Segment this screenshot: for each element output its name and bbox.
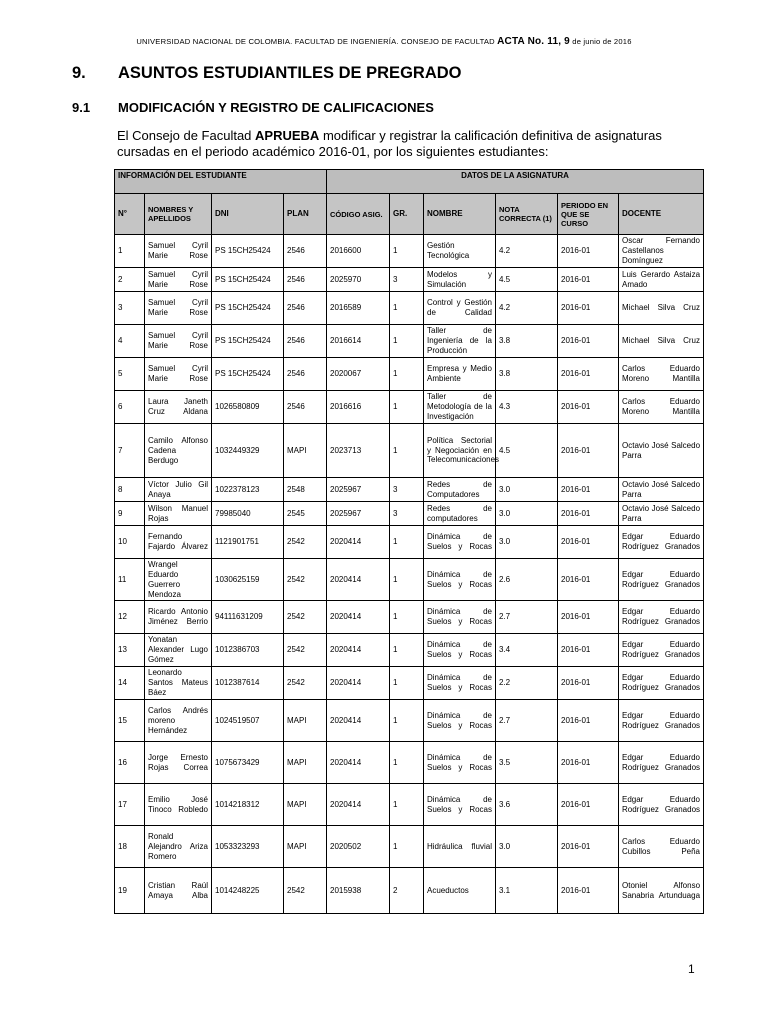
table-row xyxy=(115,742,704,784)
table-row xyxy=(115,868,704,914)
table-cell: 1 xyxy=(390,667,424,700)
intro-paragraph xyxy=(117,128,713,160)
table-cell: 2016-01 xyxy=(558,634,619,667)
table-cell: 1 xyxy=(390,292,424,325)
table-cell: 18 xyxy=(115,826,145,868)
table-cell: 2020414 xyxy=(327,601,390,634)
table-cell: Carlos Eduardo Moreno Mantilla xyxy=(619,358,704,391)
table-cell: 2016-01 xyxy=(558,784,619,826)
table-cell: 5 xyxy=(115,358,145,391)
table-cell: Edgar Eduardo Rodríguez Granados xyxy=(619,601,704,634)
table-cell: 2020414 xyxy=(327,559,390,601)
table-row xyxy=(115,667,704,700)
table-cell: 1026580809 xyxy=(212,391,284,424)
subsection-number: 9.1 xyxy=(72,100,91,115)
table-cell: 2546 xyxy=(284,268,327,292)
table-cell: 2016-01 xyxy=(558,526,619,559)
table-cell: 1 xyxy=(390,784,424,826)
table-cell: Fernando Fajardo Álvarez xyxy=(145,526,212,559)
table-cell: Samuel Cyril Marie Rose xyxy=(145,292,212,325)
table-cell: 1012386703 xyxy=(212,634,284,667)
table-cell: 1 xyxy=(390,559,424,601)
header-acta: ACTA No. 11, 9 xyxy=(497,36,570,47)
table-cell: 2020502 xyxy=(327,826,390,868)
table-cell: Víctor Julio Gil Anaya xyxy=(145,478,212,502)
table-cell: 2.7 xyxy=(496,700,558,742)
table-cell: 2 xyxy=(390,868,424,914)
table-cell: 3 xyxy=(390,502,424,526)
table-cell: 2020414 xyxy=(327,667,390,700)
table-cell: Ronald Alejandro Ariza Romero xyxy=(145,826,212,868)
paragraph-bold: APRUEBA xyxy=(255,128,320,143)
table-cell: 2546 xyxy=(284,292,327,325)
column-header: DNI xyxy=(212,194,284,235)
table-cell: Luis Gerardo Astaiza Amado xyxy=(619,268,704,292)
table-cell: Yonatan Alexander Lugo Gómez xyxy=(145,634,212,667)
table-cell: 4.2 xyxy=(496,292,558,325)
table-cell: 17 xyxy=(115,784,145,826)
table-cell: Dinámica de Suelos y Rocas xyxy=(424,700,496,742)
table-cell: Edgar Eduardo Rodríguez Granados xyxy=(619,634,704,667)
table-cell: Redes de Computadores xyxy=(424,478,496,502)
table-cell: 2.6 xyxy=(496,559,558,601)
table-cell: Gestión Tecnológica xyxy=(424,235,496,268)
table-cell: 2546 xyxy=(284,235,327,268)
table-cell: 3.4 xyxy=(496,634,558,667)
page-number: 1 xyxy=(688,962,695,976)
table-cell: 4.3 xyxy=(496,391,558,424)
table-cell: Wilson Manuel Rojas xyxy=(145,502,212,526)
table-cell: Samuel Cyril Marie Rose xyxy=(145,325,212,358)
table-cell: 2020414 xyxy=(327,700,390,742)
group-header-student: INFORMACIÓN DEL ESTUDIANTE xyxy=(115,170,327,194)
table-row xyxy=(115,784,704,826)
table-cell: Carlos Eduardo Cubillos Peña xyxy=(619,826,704,868)
table-cell: Edgar Eduardo Rodríguez Granados xyxy=(619,667,704,700)
table-cell: Taller de Metodología de la Investigación xyxy=(424,391,496,424)
table-cell: 1 xyxy=(390,826,424,868)
table-cell: Ricardo Antonio Jiménez Berrio xyxy=(145,601,212,634)
column-header: NOMBRES Y APELLIDOS xyxy=(145,194,212,235)
table-cell: Jorge Ernesto Rojas Correa xyxy=(145,742,212,784)
table-cell: Hidráulica fluvial xyxy=(424,826,496,868)
table-cell: 2016600 xyxy=(327,235,390,268)
table-row xyxy=(115,826,704,868)
table-cell: 2025967 xyxy=(327,478,390,502)
header-institution: UNIVERSIDAD NACIONAL DE COLOMBIA. FACULTAD DE INGENIERÍA. CONSEJO DE FACULTAD xyxy=(136,37,495,46)
page-header xyxy=(0,36,768,47)
table-cell: 2542 xyxy=(284,634,327,667)
section-number: 9. xyxy=(72,64,86,82)
table-cell: 8 xyxy=(115,478,145,502)
table-cell: 1 xyxy=(390,634,424,667)
column-header: NOMBRE xyxy=(424,194,496,235)
table-cell: 1 xyxy=(390,358,424,391)
table-row xyxy=(115,391,704,424)
table-cell: 1032449329 xyxy=(212,424,284,478)
column-header: NOTA CORRECTA (1) xyxy=(496,194,558,235)
table-cell: PS 15CH25424 xyxy=(212,358,284,391)
table-cell: 4 xyxy=(115,325,145,358)
table-cell: Dinámica de Suelos y Rocas xyxy=(424,559,496,601)
table-cell: 3 xyxy=(115,292,145,325)
table-row xyxy=(115,502,704,526)
table-cell: 2546 xyxy=(284,391,327,424)
table-cell: Edgar Eduardo Rodríguez Granados xyxy=(619,559,704,601)
table-cell: 2016-01 xyxy=(558,502,619,526)
paragraph-text-after: modificar y registrar la calificación definitiva de asignaturas cursadas en el periodo académico 2016-01, por los siguientes estudiantes: xyxy=(117,128,662,159)
table-cell: 2016616 xyxy=(327,391,390,424)
table-row xyxy=(115,424,704,478)
table-row xyxy=(115,235,704,268)
table-cell: Oscar Fernando Castellanos Domínguez xyxy=(619,235,704,268)
table-cell: 3.6 xyxy=(496,784,558,826)
table-cell: 3 xyxy=(390,268,424,292)
table-cell: Acueductos xyxy=(424,868,496,914)
table-cell: 2016-01 xyxy=(558,700,619,742)
table-cell: 19 xyxy=(115,868,145,914)
table-cell: 2020067 xyxy=(327,358,390,391)
table-cell: MAPI xyxy=(284,700,327,742)
table-cell: 2020414 xyxy=(327,742,390,784)
table-cell: 3.1 xyxy=(496,868,558,914)
table-cell: 1 xyxy=(390,742,424,784)
table-cell: 16 xyxy=(115,742,145,784)
table-cell: 2025967 xyxy=(327,502,390,526)
table-cell: 1 xyxy=(390,601,424,634)
table-cell: Laura Janeth Cruz Aldana xyxy=(145,391,212,424)
column-header: DOCENTE xyxy=(619,194,704,235)
header-date: de junio de 2016 xyxy=(572,37,632,46)
table-cell: 79985040 xyxy=(212,502,284,526)
table-cell: 1 xyxy=(115,235,145,268)
table-cell: 2016-01 xyxy=(558,742,619,784)
table-cell: 6 xyxy=(115,391,145,424)
table-row xyxy=(115,559,704,601)
table-cell: Dinámica de Suelos y Rocas xyxy=(424,526,496,559)
table-cell: 9 xyxy=(115,502,145,526)
table-cell: Samuel Cyril Marie Rose xyxy=(145,268,212,292)
table-cell: 1014248225 xyxy=(212,868,284,914)
column-header: N° xyxy=(115,194,145,235)
table-cell: 2023713 xyxy=(327,424,390,478)
table-cell: Carlos Eduardo Moreno Mantilla xyxy=(619,391,704,424)
table-cell: 1 xyxy=(390,391,424,424)
table-row xyxy=(115,268,704,292)
table-cell: 2546 xyxy=(284,358,327,391)
table-cell: 1012387614 xyxy=(212,667,284,700)
table-cell: MAPI xyxy=(284,424,327,478)
table-cell: Edgar Eduardo Rodríguez Granados xyxy=(619,700,704,742)
column-header: PERIODO EN QUE SE CURSO xyxy=(558,194,619,235)
table-cell: 10 xyxy=(115,526,145,559)
table-row xyxy=(115,526,704,559)
table-cell: 94111631209 xyxy=(212,601,284,634)
table-row xyxy=(115,325,704,358)
table-cell: 2016-01 xyxy=(558,868,619,914)
table-cell: 1 xyxy=(390,235,424,268)
table-cell: 2016-01 xyxy=(558,601,619,634)
table-cell: 1030625159 xyxy=(212,559,284,601)
table-cell: Dinámica de Suelos y Rocas xyxy=(424,634,496,667)
table-cell: 2016-01 xyxy=(558,292,619,325)
table-cell: 2016-01 xyxy=(558,478,619,502)
group-header-course: DATOS DE LA ASIGNATURA xyxy=(327,170,704,194)
table-cell: 3.0 xyxy=(496,478,558,502)
table-cell: 3.0 xyxy=(496,526,558,559)
table-cell: Control y Gestión de Calidad xyxy=(424,292,496,325)
table-cell: 1 xyxy=(390,424,424,478)
section-title: ASUNTOS ESTUDIANTILES DE PREGRADO xyxy=(118,64,462,82)
table-cell: 2 xyxy=(115,268,145,292)
table-cell: MAPI xyxy=(284,742,327,784)
table-cell: 3.0 xyxy=(496,826,558,868)
table-cell: 2542 xyxy=(284,601,327,634)
table-cell: Octavio José Salcedo Parra xyxy=(619,502,704,526)
table-cell: 2016-01 xyxy=(558,235,619,268)
table-cell: 2546 xyxy=(284,325,327,358)
table-cell: Dinámica de Suelos y Rocas xyxy=(424,784,496,826)
table-cell: PS 15CH25424 xyxy=(212,325,284,358)
table-cell: MAPI xyxy=(284,784,327,826)
table-row xyxy=(115,700,704,742)
table-cell: 3.5 xyxy=(496,742,558,784)
table-cell: PS 15CH25424 xyxy=(212,292,284,325)
table-cell: 3.8 xyxy=(496,325,558,358)
table-cell: 2016-01 xyxy=(558,559,619,601)
table-cell: 2020414 xyxy=(327,526,390,559)
table-row xyxy=(115,358,704,391)
table-cell: Edgar Eduardo Rodríguez Granados xyxy=(619,526,704,559)
table-row xyxy=(115,601,704,634)
table-cell: 1 xyxy=(390,325,424,358)
table-cell: 2016589 xyxy=(327,292,390,325)
table-cell: Emilio José Tinoco Robledo xyxy=(145,784,212,826)
table-cell: 4.5 xyxy=(496,424,558,478)
table-cell: Michael Silva Cruz xyxy=(619,292,704,325)
grades-table xyxy=(114,169,704,914)
table-cell: Empresa y Medio Ambiente xyxy=(424,358,496,391)
table-cell: 1 xyxy=(390,700,424,742)
table-cell: 15 xyxy=(115,700,145,742)
table-cell: 2016-01 xyxy=(558,667,619,700)
table-cell: PS 15CH25424 xyxy=(212,268,284,292)
table-cell: Edgar Eduardo Rodríguez Granados xyxy=(619,784,704,826)
table-cell: Michael Silva Cruz xyxy=(619,325,704,358)
table-cell: Dinámica de Suelos y Rocas xyxy=(424,667,496,700)
column-header: GR. xyxy=(390,194,424,235)
table-cell: Samuel Cyril Marie Rose xyxy=(145,358,212,391)
subsection-title: MODIFICACIÓN Y REGISTRO DE CALIFICACIONES xyxy=(118,100,434,115)
table-cell: 3 xyxy=(390,478,424,502)
table-cell: Wrangel Eduardo Guerrero Mendoza xyxy=(145,559,212,601)
table-cell: Cristian Raúl Amaya Alba xyxy=(145,868,212,914)
subsection-heading xyxy=(72,100,434,115)
table-cell: 2025970 xyxy=(327,268,390,292)
section-heading xyxy=(72,64,461,83)
table-cell: 1053323293 xyxy=(212,826,284,868)
table-cell: Taller de Ingeniería de la Producción xyxy=(424,325,496,358)
table-cell: Dinámica de Suelos y Rocas xyxy=(424,601,496,634)
table-cell: 2.2 xyxy=(496,667,558,700)
table-cell: Modelos y Simulación xyxy=(424,268,496,292)
table-row xyxy=(115,478,704,502)
table-row xyxy=(115,634,704,667)
table-cell: PS 15CH25424 xyxy=(212,235,284,268)
table-cell: 2548 xyxy=(284,478,327,502)
table-cell: Redes de computadores xyxy=(424,502,496,526)
table-cell: 11 xyxy=(115,559,145,601)
table-cell: Leonardo Santos Mateus Báez xyxy=(145,667,212,700)
table-cell: MAPI xyxy=(284,826,327,868)
table-cell: 2016-01 xyxy=(558,826,619,868)
table-cell: 1 xyxy=(390,526,424,559)
table-cell: 2016-01 xyxy=(558,268,619,292)
table-cell: 2.7 xyxy=(496,601,558,634)
table-cell: 1024519507 xyxy=(212,700,284,742)
table-cell: 12 xyxy=(115,601,145,634)
table-cell: 1022378123 xyxy=(212,478,284,502)
table-cell: 1075673429 xyxy=(212,742,284,784)
table-cell: 2542 xyxy=(284,868,327,914)
table-cell: 7 xyxy=(115,424,145,478)
table-cell: Otoniel Alfonso Sanabria Artunduaga xyxy=(619,868,704,914)
table-cell: 2542 xyxy=(284,667,327,700)
table-cell: 2020414 xyxy=(327,634,390,667)
table-cell: Camilo Alfonso Cadena Berdugo xyxy=(145,424,212,478)
table-cell: 2016-01 xyxy=(558,358,619,391)
table-cell: 13 xyxy=(115,634,145,667)
table-cell: 2542 xyxy=(284,559,327,601)
table-cell: Samuel Cyril Marie Rose xyxy=(145,235,212,268)
table-cell: 2016-01 xyxy=(558,391,619,424)
table-cell: 2016614 xyxy=(327,325,390,358)
table-cell: Dinámica de Suelos y Rocas xyxy=(424,742,496,784)
table-cell: 2016-01 xyxy=(558,325,619,358)
table-cell: Carlos Andrés moreno Hernández xyxy=(145,700,212,742)
table-cell: 2545 xyxy=(284,502,327,526)
table-cell: 4.5 xyxy=(496,268,558,292)
table-cell: 1121901751 xyxy=(212,526,284,559)
table-cell: 14 xyxy=(115,667,145,700)
table-cell: Edgar Eduardo Rodríguez Granados xyxy=(619,742,704,784)
column-header: PLAN xyxy=(284,194,327,235)
table-cell: 3.0 xyxy=(496,502,558,526)
column-header: CÓDIGO ASIG. xyxy=(327,194,390,235)
table-cell: 2016-01 xyxy=(558,424,619,478)
table-cell: Política Sectorial y Negociación en Telecomunicaciones xyxy=(424,424,496,478)
table-cell: 2542 xyxy=(284,526,327,559)
table-cell: Octavio José Salcedo Parra xyxy=(619,424,704,478)
table-cell: Octavio José Salcedo Parra xyxy=(619,478,704,502)
paragraph-text-before: El Consejo de Facultad xyxy=(117,128,256,143)
table-cell: 2015938 xyxy=(327,868,390,914)
table-row xyxy=(115,292,704,325)
table-cell: 4.2 xyxy=(496,235,558,268)
table-cell: 1014218312 xyxy=(212,784,284,826)
table-cell: 3.8 xyxy=(496,358,558,391)
table-cell: 2020414 xyxy=(327,784,390,826)
